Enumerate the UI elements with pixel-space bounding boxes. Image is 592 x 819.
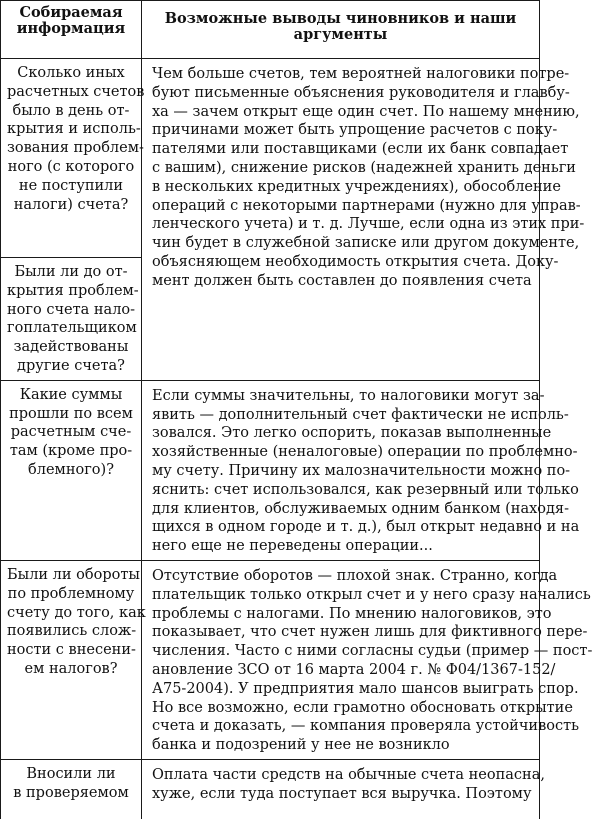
question-line: расчетным сче- [10, 424, 132, 441]
answer-line: чин будет в служебной записке или другом документе, [152, 235, 580, 252]
question-line: по проблемному [7, 585, 135, 602]
question-line: Были ли до от- [14, 264, 128, 280]
question-line: гоплательщиком [7, 320, 137, 337]
answer-line: ленческого учета) и т. д. Лучше, если одна из этих при- [152, 216, 585, 233]
question-line: там (кроме про- [9, 443, 133, 460]
question-line: крытия проблем- [7, 282, 139, 299]
answer-line: счета и доказать, — компания проверяла устойчивость [152, 718, 580, 735]
answer-line: плательщик только открыл счет и у него сразу начались [152, 586, 591, 603]
answer-line: объясняющем необходимость открытия счета. Доку- [152, 253, 559, 270]
question-line: в проверяемом [13, 784, 129, 801]
header-line: информация [16, 20, 126, 37]
answer-line: числения. Часто с ними согласны судьи (пример — пост- [152, 643, 592, 660]
answer-line: ановление ЗСО от 16 марта 2004 г. № Ф04/1367-152/ [152, 661, 556, 678]
question-cell [1, 380, 142, 560]
answer-cell [142, 380, 580, 560]
question-line: ем налогов? [24, 660, 118, 677]
question-line: налоги) счета? [13, 196, 129, 213]
answer-line: А75-2004). У предприятия мало шансов выиграть спор. [152, 680, 579, 697]
answer-cell [142, 759, 545, 819]
answer-cell [142, 59, 585, 381]
table-row [1, 759, 540, 819]
question-line: ности с внесени- [7, 642, 136, 659]
question-line: прошли по всем [9, 405, 133, 422]
answer-line: Оплата части средств на обычные счета неопасна, [152, 766, 545, 783]
table-row [1, 380, 540, 560]
question-line: Какие суммы [19, 386, 123, 403]
answer-line: пателями или поставщиками (если их банк совпадает [152, 141, 569, 158]
answer-line: Если суммы значительны, то налоговики могут за- [152, 387, 545, 404]
question-line: крытия и исполь- [7, 121, 141, 138]
answer-line: Но все возможно, если грамотно обосновать открытие [152, 699, 573, 716]
question-line: ного счета нало- [7, 301, 136, 318]
header-line: Собираемая [19, 4, 123, 21]
answer-cell [142, 560, 592, 759]
answer-line: проблемы с налогами. По мнению налоговиков, это [152, 605, 552, 622]
header-conclusions-arguments: Возможные выводы чиновников и наши аргументы [142, 1, 540, 59]
answer-line: в нескольких кредитных учреждениях), обособление [152, 178, 561, 195]
answer-line: щихся в одном городе и т. д.), был открыт недавно и на [152, 519, 580, 536]
table-row [1, 560, 540, 759]
question-cell [1, 59, 145, 258]
question-line: Были ли обороты [7, 566, 140, 583]
answer-line: зовался. Это легко оспорить, показав выполненные [152, 425, 552, 442]
answer-line: хозяйственные (неналоговые) операции по проблемно- [152, 444, 578, 461]
answer-line: буют письменные объяснения руководителя и главбу- [152, 84, 570, 101]
question-line: счету до того, как [7, 604, 146, 621]
answer-line: с вашим), снижение рисков (надежней хранить деньги [152, 159, 576, 176]
question-line: не поступили [18, 177, 124, 194]
question-cell [1, 560, 146, 759]
question-cell [1, 258, 142, 381]
question-line: зования проблем- [7, 140, 144, 157]
question-line: блемного)? [28, 461, 114, 478]
answer-line: причинами может быть упрощение расчетов с поку- [152, 122, 558, 139]
question-line: появились слож- [7, 623, 137, 640]
answer-line: операций с некоторыми партнерами (нужно для управ- [152, 197, 581, 214]
question-line: ного (с которого [7, 158, 135, 175]
question-line: было в день от- [12, 102, 130, 119]
answer-line: ха — зачем открыт еще один счет. По нашему мнению, [152, 103, 580, 120]
answer-line: явить — дополнительный счет фактически не исполь- [152, 406, 569, 423]
answer-line: мент должен быть составлен до появления счета [152, 272, 532, 289]
question-cell [1, 759, 142, 819]
table-header-row [1, 1, 540, 59]
question-line: задействованы [13, 339, 129, 356]
answer-line: банка и подозрений у нее не возникло [152, 737, 450, 754]
answer-line: Чем больше счетов, тем вероятней налоговики потре- [152, 66, 570, 82]
question-line: Вносили ли [26, 765, 116, 782]
answer-line: хуже, если туда поступает вся выручка. Поэтому [152, 785, 532, 802]
header-collected-info [1, 1, 142, 59]
question-line: другие счета? [17, 357, 125, 374]
answer-line: него еще не переведены операции... [152, 538, 433, 555]
answer-line: яснить: счет использовался, как резервный или только [152, 481, 579, 498]
answer-line: му счету. Причину их малозначительности можно по- [152, 462, 571, 479]
question-line: расчетных счетов [7, 83, 145, 100]
table-row [1, 59, 540, 258]
question-line: Сколько иных [17, 65, 125, 81]
answer-line: Отсутствие оборотов — плохой знак. Странно, когда [152, 567, 558, 584]
answer-line: для клиентов, обслуживаемых одним банком (находя- [152, 500, 569, 517]
answer-line: показывает, что счет нужен лишь для фиктивного пере- [152, 624, 588, 641]
